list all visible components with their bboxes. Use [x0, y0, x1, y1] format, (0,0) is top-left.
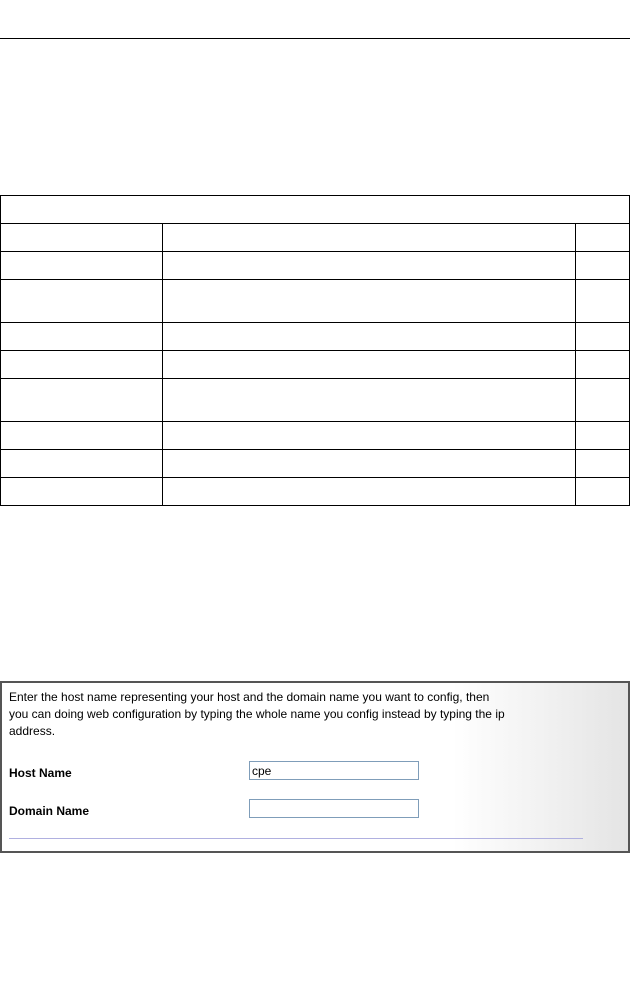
- parameter-table: [0, 195, 630, 506]
- table-row: [1, 379, 630, 422]
- table-row: [1, 323, 630, 351]
- domain-name-input[interactable]: [249, 799, 419, 818]
- table-row: [1, 280, 630, 323]
- table-caption-row: [1, 196, 630, 224]
- table-header-row: [1, 224, 630, 252]
- host-config-panel: [0, 681, 630, 853]
- intro-text: Enter the host name representing your host and the domain name you want to config, then you can doing web configuration by typing the whole name you config instead by typing the ip address.: [9, 690, 505, 738]
- domain-name-label: Domain Name: [9, 804, 90, 818]
- table-row: [1, 478, 630, 506]
- host-name-label: Host Name: [9, 766, 72, 780]
- header-rule: [0, 38, 630, 39]
- table-row: [1, 351, 630, 379]
- table-row: [1, 450, 630, 478]
- table-row: [1, 252, 630, 280]
- table-row: [1, 422, 630, 450]
- panel-divider: [9, 838, 583, 839]
- host-name-input[interactable]: [249, 761, 419, 780]
